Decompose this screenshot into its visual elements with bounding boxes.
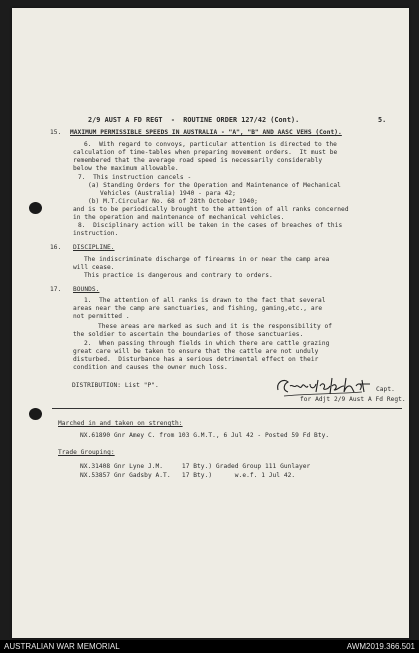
document-page xyxy=(12,8,409,638)
punch-hole xyxy=(29,202,42,214)
text-line: great care will be taken to ensure that the cattle are not unduly xyxy=(73,348,319,355)
text-line: 7. This instruction cancels - xyxy=(78,174,192,181)
divider-line xyxy=(52,408,402,409)
text-line: condition and causes the owner much loss. xyxy=(73,364,228,371)
text-line: The indiscriminate discharge of firearms in or near the camp area xyxy=(84,256,330,263)
section-number: 16. xyxy=(50,244,62,251)
section-number: 17. xyxy=(50,286,62,293)
signatory-rank: Capt. xyxy=(376,386,395,393)
section-title: DISCIPLINE. xyxy=(73,244,115,251)
footer-accession-number: AWM2019.366.501 xyxy=(346,642,415,651)
text-line: Vehicles (Australia) 1940 - para 42; xyxy=(100,190,236,197)
text-line: 6. With regard to convoys, particular attention is directed to the xyxy=(84,141,337,148)
text-line: 8. Disciplinary action will be taken in the cases of breaches of this xyxy=(78,222,343,229)
text-line: disturbed. Disturbance has a serious detrimental effect on their xyxy=(73,356,319,363)
text-line: 1. The attention of all ranks is drawn to the fact that several xyxy=(84,297,326,304)
order-header: 2/9 AUST A FD REGT - ROUTINE ORDER 127/42 (Cont). xyxy=(88,116,300,124)
trade-grouping-row: NX.53857 Gnr Gadsby A.T. 17 Bty.) w.e.f. 1 Jul 42. xyxy=(80,472,296,479)
text-line: below the maximum allowable. xyxy=(73,165,179,172)
page-number: 5. xyxy=(378,116,387,124)
text-line: the soldier to ascertain the boundaries of those sanctuaries. xyxy=(73,331,304,338)
section-title: BOUNDS. xyxy=(73,286,100,293)
text-line: not permitted . xyxy=(73,313,130,320)
marched-in-heading: Marched in and taken on strength: xyxy=(58,420,183,427)
text-line: will cease. xyxy=(73,264,115,271)
text-line: and is to be periodically brought to the attention of all ranks concerned xyxy=(73,206,349,213)
text-line: (a) Standing Orders for the Operation and Maintenance of Mechanical xyxy=(88,182,341,189)
marched-in-entry: NX.61890 Gnr Amey C. from 103 G.M.T., 6 Jul 42 - Posted 59 Fd Bty. xyxy=(80,432,330,439)
text-line: (b) M.T.Circular No. 68 of 28th October 1940; xyxy=(88,198,258,205)
text-line: instruction. xyxy=(73,230,119,237)
text-line: areas near the camp are sanctuaries, and fishing, gaming,etc., are xyxy=(73,305,323,312)
trade-grouping-row: NX.31408 Gnr Lyne J.M. 17 Bty.) Graded Group 111 Gunlayer xyxy=(80,463,311,470)
text-line: in the operation and maintenance of mechanical vehicles. xyxy=(73,214,285,221)
text-line: This practice is dangerous and contrary to orders. xyxy=(84,272,273,279)
section-title: MAXIMUM PERMISSIBLE SPEEDS IN AUSTRALIA - "A", "B" AND AASC VEHS (Cont). xyxy=(70,129,342,136)
text-line: These areas are marked as such and it is the responsibility of xyxy=(98,323,333,330)
archive-footer xyxy=(0,640,419,653)
trade-grouping-heading: Trade Grouping: xyxy=(58,449,115,456)
section-number: 15. xyxy=(50,129,62,136)
footer-institution: AUSTRALIAN WAR MEMORIAL xyxy=(4,642,120,651)
text-line: 2. When passing through fields in which there are cattle grazing xyxy=(84,340,330,347)
distribution-list: DISTRIBUTION: List "P". xyxy=(72,382,159,389)
signatory-title: for Adjt 2/9 Aust A Fd Regt. xyxy=(300,396,406,403)
punch-hole xyxy=(29,408,42,420)
text-line: remembered that the average road speed is necessarily considerably xyxy=(73,157,323,164)
text-line: calculation of time-tables when preparing movement orders. It must be xyxy=(73,149,338,156)
